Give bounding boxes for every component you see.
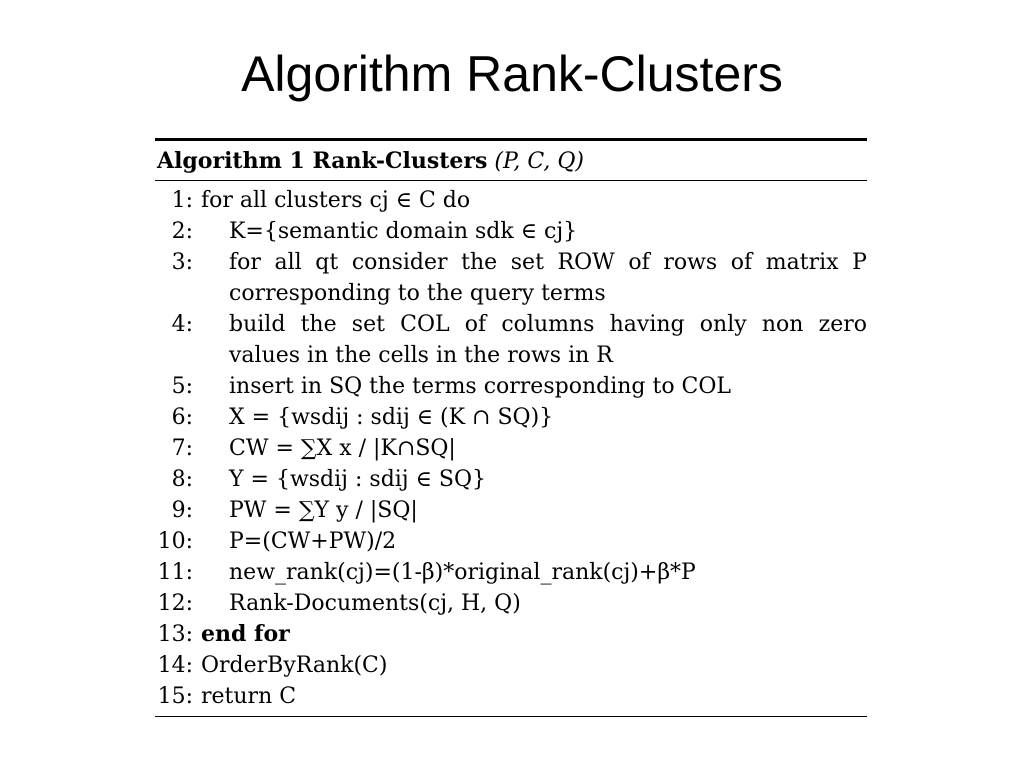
line-text: Rank-Documents(cj, H, Q) <box>229 591 521 616</box>
line-number: 7: <box>171 436 193 461</box>
algorithm-header <box>155 141 867 180</box>
algorithm-line <box>155 185 867 216</box>
algorithm-line <box>155 495 867 526</box>
line-number: 9: <box>171 498 193 523</box>
line-number: 2: <box>171 219 193 244</box>
algorithm-line <box>155 557 867 588</box>
line-text: insert in SQ the terms corresponding to COL <box>229 374 732 399</box>
line-number: 10: <box>157 529 193 554</box>
algorithm-params: (P, C, Q) <box>494 149 584 174</box>
line-text: new_rank(cj)=(1-β)*original_rank(cj)+β*P <box>229 560 696 585</box>
algorithm-line <box>155 650 867 681</box>
line-number: 11: <box>157 560 193 585</box>
line-number: 4: <box>171 312 193 337</box>
algorithm-line <box>155 216 867 247</box>
algorithm-line <box>155 402 867 433</box>
line-number: 8: <box>171 467 193 492</box>
line-number: 1: <box>171 188 193 213</box>
line-number: 6: <box>171 405 193 430</box>
line-text: for all qt consider the set ROW of rows of matrix P corresponding to the query terms <box>229 250 867 306</box>
line-text: build the set COL of columns having only non zero values in the cells in the rows in R <box>229 312 867 368</box>
line-text: K={semantic domain sdk ∈ cj} <box>229 219 578 244</box>
algorithm-line <box>155 433 867 464</box>
line-text: X = {wsdij : sdij ∈ (K ∩ SQ)} <box>229 405 554 430</box>
line-text: PW = ∑Y y / |SQ| <box>229 498 418 523</box>
algorithm-line <box>155 371 867 402</box>
algorithm-line <box>155 681 867 712</box>
line-number: 3: <box>171 250 193 275</box>
algorithm-line <box>155 588 867 619</box>
line-number: 13: <box>157 622 193 647</box>
bottom-rule <box>155 716 867 717</box>
line-text: P=(CW+PW)/2 <box>229 529 397 554</box>
line-text: return C <box>201 684 297 709</box>
algorithm-box <box>155 138 867 717</box>
slide-title: Algorithm Rank-Clusters <box>241 46 783 102</box>
line-text: for all clusters cj ∈ C do <box>201 188 471 213</box>
algorithm-line <box>155 619 867 650</box>
line-text: Y = {wsdij : sdij ∈ SQ} <box>229 467 487 492</box>
algorithm-line <box>155 526 867 557</box>
algorithm-name: Algorithm 1 Rank-Clusters <box>157 148 488 174</box>
line-number: 5: <box>171 374 193 399</box>
algorithm-line <box>155 247 867 309</box>
algorithm-lines <box>155 181 867 716</box>
line-number: 14: <box>157 653 193 678</box>
algorithm-line <box>155 464 867 495</box>
algorithm-line <box>155 309 867 371</box>
line-number: 15: <box>157 684 193 709</box>
line-text: CW = ∑X x / |K∩SQ| <box>229 436 456 461</box>
line-text: end for <box>201 621 290 647</box>
line-number: 12: <box>157 591 193 616</box>
line-text: OrderByRank(C) <box>201 653 388 678</box>
